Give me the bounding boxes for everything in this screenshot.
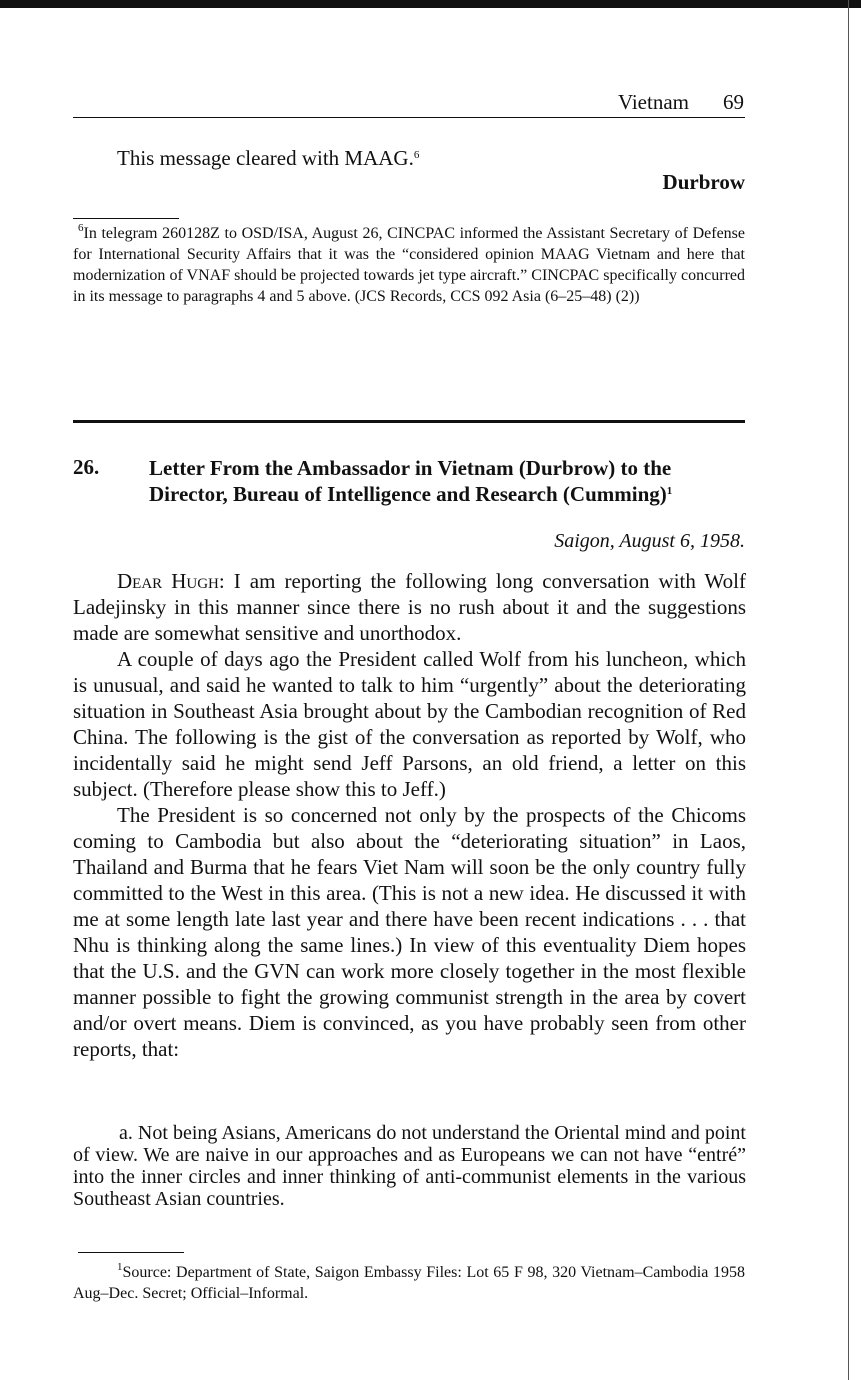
paragraph-3: The President is so concerned not only by the prospects of the Chicoms coming to Cambodia but also about the “deteriorating situation” in Laos, Thailand and Burma that he fears Viet Nam will soon be the only country fully committed to the West in this area. (This is not a new idea. He discussed it with me at some length late last year and there have been recent indications . . . that Nhu is thinking along the same lines.) In view of this eventuality Diem hopes that the U.S. and the GVN can work more closely together in the most flexible manner possible to fight the growing communist strength in the area by covert and/or overt means. Diem is convinced, as you have probably seen from other reports, that:	[73, 803, 746, 1061]
footnote-1	[73, 1262, 745, 1304]
point-a: a. Not being Asians, Americans do not understand the Oriental mind and point of view. We are naive in our approaches and as Europeans we can not have “entré” into the inner circles and inner thinking of anti-communist elements in the various Southeast Asian countries.	[73, 1122, 746, 1210]
footnote-rule-2	[78, 1252, 184, 1253]
footnote-6-text: In telegram 260128Z to OSD/ISA, August 26, CINCPAC informed the Assistant Secretary of Defense for International Security Affairs that it was the “considered opinion MAAG Vietnam and here that modernization of VNAF should be projected towards jet type aircraft.” CINCPAC specifically concurred in its message to paragraphs 4 and 5 above. (JCS Records, CCS 092 Asia (6–25–48) (2))	[73, 225, 745, 305]
footnote-rule	[73, 218, 179, 219]
salutation: Dear Hugh:	[117, 569, 225, 593]
page-top-border	[0, 0, 861, 8]
paragraph-1-text: I am reporting the following long conversation with Wolf Ladejinsky in this manner since there is no rush about it and the suggestions made are somewhat sensitive and unorthodox.	[73, 569, 747, 645]
closing-line	[117, 145, 419, 171]
header-rule	[73, 117, 745, 118]
letter-body	[73, 568, 746, 1062]
signature: Durbrow	[662, 170, 745, 194]
paragraph-2: A couple of days ago the President called Wolf from his luncheon, which is unusual, and said he wanted to talk to him “urgently” about the deteriorating situation in Southeast Asia brought about by the Cambodian recognition of Red China. The following is the gist of the conversation as reported by Wolf, who incidentally said he might send Jeff Parsons, an old friend, a letter on this subject. (Therefore please show this to Jeff.)	[73, 647, 746, 801]
section-rule	[73, 420, 745, 423]
page-number: 69	[723, 90, 744, 114]
footnote-6-marker: 6	[78, 222, 84, 234]
footnote-ref-6: 6	[413, 149, 420, 161]
paragraph-1	[73, 568, 746, 646]
point-a-block	[73, 1122, 746, 1210]
page-edge	[848, 0, 849, 1380]
running-head	[500, 90, 744, 115]
footnote-ref-1: 1	[666, 485, 673, 497]
dateline: Saigon, August 6, 1958.	[554, 530, 745, 552]
closing-line-text: This message cleared with MAAG.	[117, 146, 414, 170]
running-head-title: Vietnam	[617, 90, 689, 114]
footnote-6	[73, 223, 745, 307]
document-title-text: Letter From the Ambassador in Vietnam (Durbrow) to the Director, Bureau of Intelligence and Research (Cumming)	[149, 456, 672, 506]
footnote-1-text: Source: Department of State, Saigon Embassy Files: Lot 65 F 98, 320 Vietnam–Cambodia 1958 Aug–Dec. Secret; Official–Informal.	[73, 1264, 745, 1302]
document-title	[149, 455, 749, 507]
footnote-1-marker: 1	[117, 1261, 123, 1273]
document-number: 26.	[73, 455, 100, 479]
